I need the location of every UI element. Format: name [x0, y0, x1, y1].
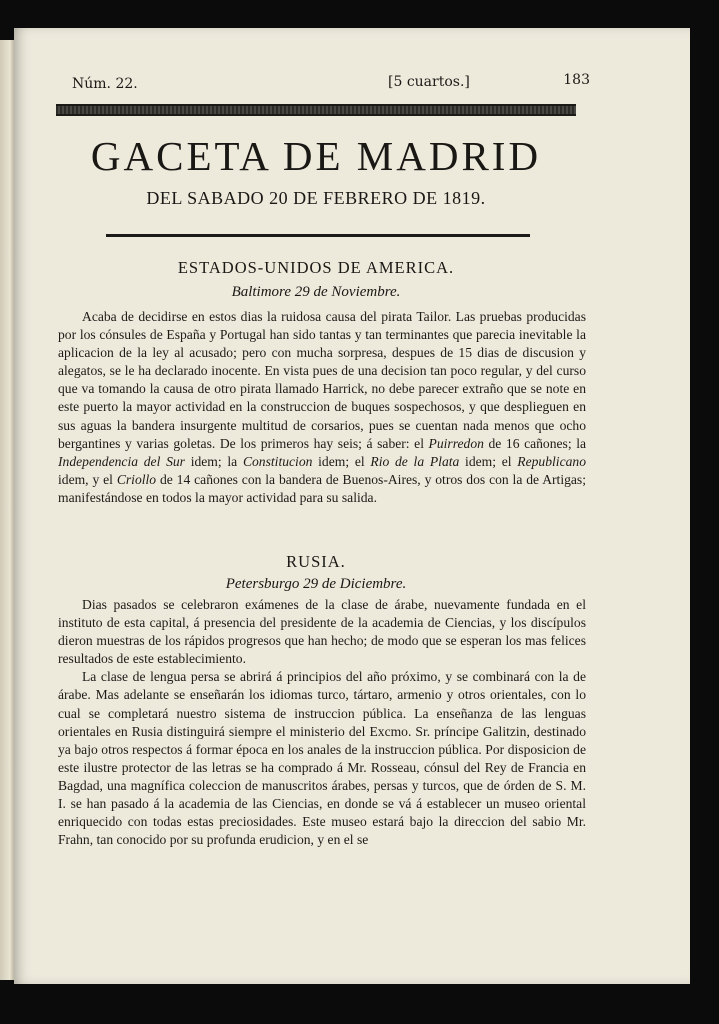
issue-number: Núm. 22. — [72, 76, 138, 92]
masthead-title: GACETA DE MADRID — [90, 133, 542, 179]
text-run: de 14 cañones con la bandera de Buenos-Aires, y otros dos con la de Artigas; manifestándose en todos la mayor actividad para su salida. — [58, 471, 586, 505]
italic-name: Puirredon — [428, 435, 484, 451]
paragraph — [58, 668, 586, 849]
issue-date: DEL SABADO 20 DE FEBRERO DE 1819. — [146, 188, 486, 208]
section-title-russia: RUSIA. — [286, 552, 346, 571]
text-run: Dias pasados se celebraron exámenes de la clase de árabe, nuevamente fundada en el instituto de esta capital, á presencia del presidente de la academia de Ciencias, y los discípulos dieron muestras de los rápidos progresos que han hecho; de modo que se esperan los mas felices resultados de este establecimiento. — [58, 597, 586, 667]
italic-name: Constitucion — [242, 453, 313, 469]
section-place-baltimore: Baltimore 29 de Noviembre. — [231, 284, 401, 300]
article-russia — [58, 596, 586, 849]
text-run: idem; el — [459, 453, 518, 469]
text-run: idem; la — [184, 453, 243, 469]
masthead-rule — [106, 234, 530, 237]
header-rule — [56, 104, 576, 116]
article-usa — [58, 308, 586, 507]
paragraph — [58, 308, 586, 507]
issue-price: [5 cuartos.] — [388, 74, 470, 90]
italic-name: Republicano — [517, 453, 587, 469]
section-title-usa: ESTADOS-UNIDOS DE AMERICA. — [177, 258, 455, 277]
page-header — [60, 72, 590, 96]
text-run: Acaba de decidirse en estos dias la ruidosa causa del pirata Tailor. Las pruebas producidas por los cónsules de España y Portugal han sido tantas y tan terminantes que parecia inevitable la aplicacion de la ley al acusado; pero con mucha sorpresa, despues de 15 dias de discusion y alegatos, se le ha declarado inocente. En vista pues de una decision tan poco regular, y del curso que va tomando la causa de otro pirata llamado Harrick, no debe parecer extraño que se note en este puerto la mayor actividad en la construccion de buques sospechosos, y que desplieguen en sus aguas la bandera insurgente multitud de corsarios, pues se cuentan nada menos que ocho bergantines y varias goletas. De los primeros hay seis; á saber: el — [58, 309, 586, 451]
paragraph — [58, 596, 586, 668]
text-run: idem, y el — [58, 471, 117, 487]
text-run: La clase de lengua persa se abrirá á principios del año próximo, y se combinará con la de árabe. Mas adelante se enseñarán los idiomas turco, tártaro, armenio y otros orientales, con lo cual se completará nuestro sistema de instruccion pública. La enseñanza de las lenguas orientales en Rusia distinguirá siempre el ministerio del Excmo. Sr. príncipe Galitzin, destinado ya bajo otros respectos á formar época en los anales de la instruccion pública. Por disposicion de este ilustre protector de las letras se ha comprado á Mr. Rosseau, cónsul del Rey de Francia en Bagdad, una magnífica coleccion de manuscritos árabes, persas y turcos, que de órden de S. M. I. se han pasado á la academia de las Ciencias, en donde se vá á establecer un museo oriental enriquecido con todas estas preciosidades. Este museo estará bajo la direccion del sabio Mr. Frahn, tan conocido por su profunda erudicion, y en el se — [58, 669, 586, 848]
facing-page-edge — [0, 40, 14, 980]
italic-name: Rio de la Plata — [370, 453, 460, 469]
section-place-petersburg: Petersburgo 29 de Diciembre. — [225, 576, 407, 592]
italic-name: Criollo — [116, 471, 157, 487]
newspaper-page — [14, 28, 690, 984]
text-run: de 16 cañones; la — [483, 435, 587, 451]
page-number: 183 — [563, 72, 590, 88]
text-run: idem; el — [312, 453, 371, 469]
italic-name: Independencia del Sur — [58, 453, 185, 469]
